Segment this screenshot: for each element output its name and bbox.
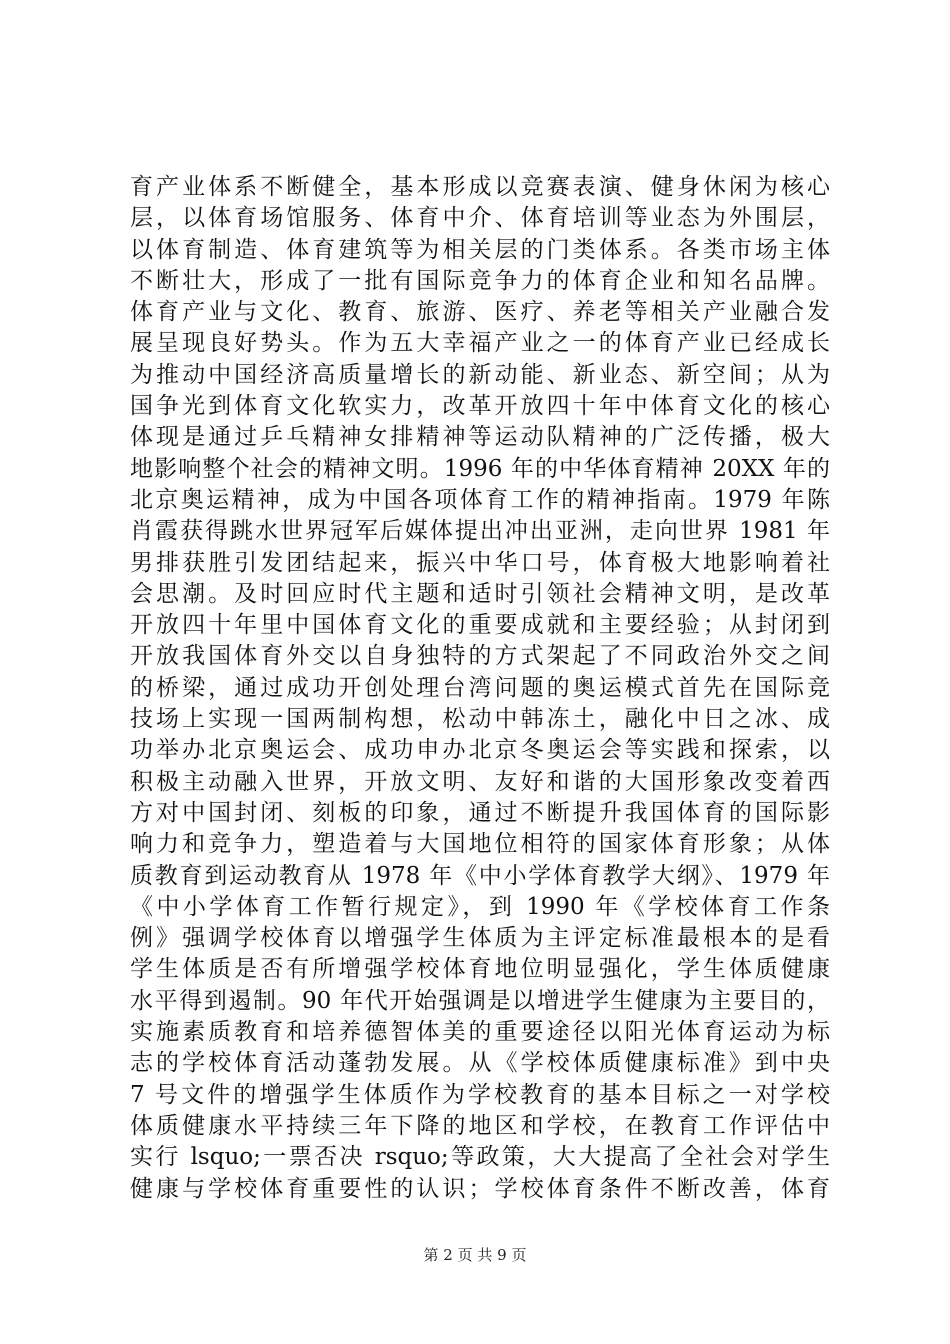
text-line: 实施素质教育和培养德智体美的重要途径以阳光体育运动为标: [130, 1019, 830, 1046]
text-line: 不断壮大，形成了一批有国际竞争力的体育企业和知名品牌。: [130, 267, 830, 294]
text-line: 水平得到遏制。90 年代开始强调是以增进学生健康为主要目的，: [130, 987, 830, 1014]
text-line: 体育产业与文化、教育、旅游、医疗、养老等相关产业融合发: [130, 299, 830, 326]
text-line: 实行 lsquo;一票否决 rsquo;等政策，大大提高了全社会对学生: [130, 1144, 830, 1171]
text-line: 质教育到运动教育从 1978 年《中小学体育教学大纲》、1979 年: [130, 862, 830, 889]
text-line: 开放四十年里中国体育文化的重要成就和主要经验；从封闭到: [130, 612, 830, 639]
text-line: 展呈现良好势头。作为五大幸福产业之一的体育产业已经成长: [130, 330, 830, 357]
text-line: 层，以体育场馆服务、体育中介、体育培训等业态为外围层，: [130, 205, 830, 232]
text-line: 男排获胜引发团结起来，振兴中华口号，体育极大地影响着社: [130, 549, 830, 576]
page-footer: 第 2 页 共 9 页: [423, 1246, 527, 1264]
text-line: 《中小学体育工作暂行规定》，到 1990 年《学校体育工作条: [130, 893, 830, 920]
text-line: 7 号文件的增强学生体质作为学校教育的基本目标之一对学校: [130, 1081, 830, 1108]
text-line: 功举办北京奥运会、成功申办北京冬奥运会等实践和探索，以: [130, 737, 830, 764]
text-line: 以体育制造、体育建筑等为相关层的门类体系。各类市场主体: [130, 236, 830, 263]
text-line: 体现是通过乒乓精神女排精神等运动队精神的广泛传播，极大: [130, 424, 830, 451]
text-line: 体质健康水平持续三年下降的地区和学校，在教育工作评估中: [130, 1112, 830, 1139]
text-line: 国争光到体育文化软实力，改革开放四十年中体育文化的核心: [130, 393, 830, 420]
text-line: 地影响整个社会的精神文明。1996 年的中华体育精神 20XX 年的: [130, 455, 830, 482]
text-line: 例》强调学校体育以增强学生体质为主评定标准最根本的是看: [130, 925, 830, 952]
text-line: 积极主动融入世界，开放文明、友好和谐的大国形象改变着西: [130, 768, 830, 795]
text-line: 志的学校体育活动蓬勃发展。从《学校体质健康标准》到中央: [130, 1050, 830, 1077]
text-line: 方对中国封闭、刻板的印象，通过不断提升我国体育的国际影: [130, 799, 830, 826]
text-line: 育产业体系不断健全，基本形成以竞赛表演、健身休闲为核心: [130, 174, 830, 200]
text-line: 开放我国体育外交以自身独特的方式架起了不同政治外交之间: [130, 643, 830, 670]
text-line: 北京奥运精神，成为中国各项体育工作的精神指南。1979 年陈: [130, 486, 830, 513]
text-line: 学生体质是否有所增强学校体育地位明显强化，学生体质健康: [130, 956, 830, 983]
text-line: 的桥梁，通过成功开创处理台湾问题的奥运模式首先在国际竞: [130, 674, 830, 701]
body-paragraph: [130, 172, 830, 1205]
text-line: 为推动中国经济高质量增长的新动能、新业态、新空间；从为: [130, 361, 830, 388]
text-line: 技场上实现一国两制构想，松动中韩冻土，融化中日之冰、成: [130, 706, 830, 733]
text-line: 响力和竞争力，塑造着与大国地位相符的国家体育形象；从体: [130, 831, 830, 858]
text-line: 会思潮。及时回应时代主题和适时引领社会精神文明，是改革: [130, 580, 830, 607]
text-line: 健康与学校体育重要性的认识；学校体育条件不断改善，体育: [130, 1175, 830, 1202]
text-line: 肖霞获得跳水世界冠军后媒体提出冲出亚洲，走向世界 1981 年: [130, 518, 830, 545]
